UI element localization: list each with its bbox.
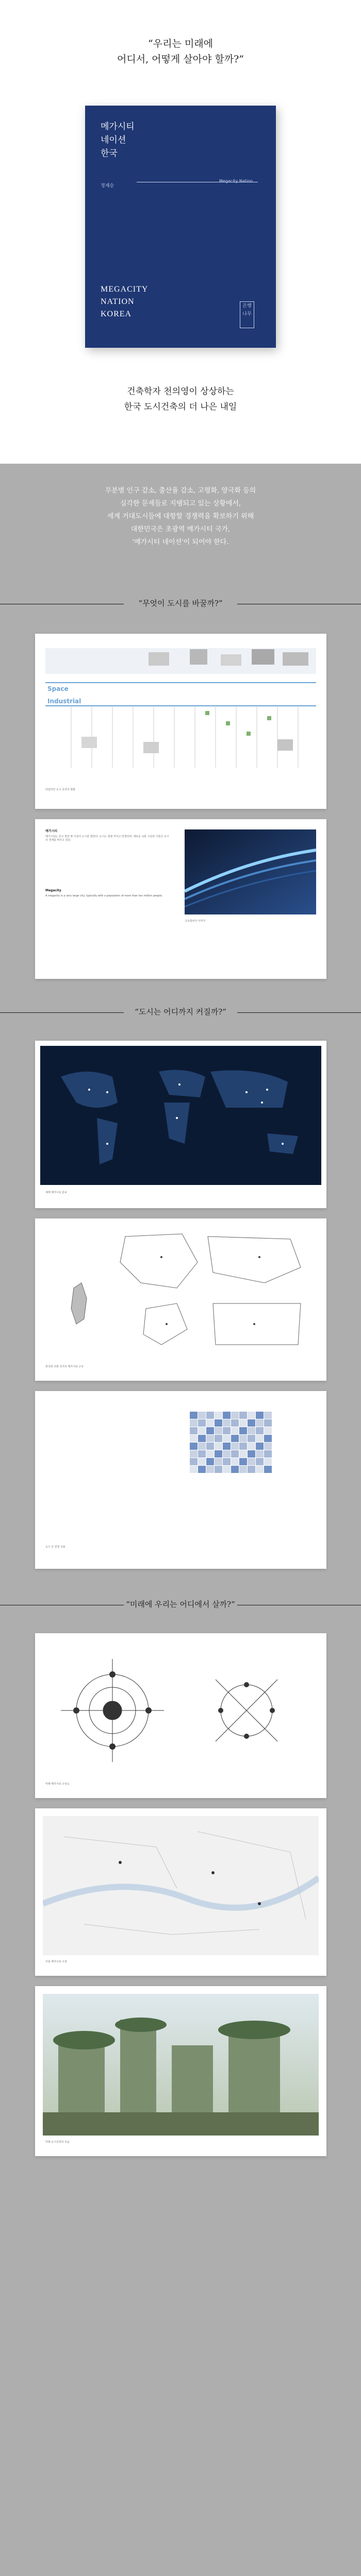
section-divider (0, 594, 361, 614)
heatmap-page (35, 1391, 326, 1569)
heatmap-cell (231, 1466, 239, 1473)
heatmap-cell (239, 1435, 247, 1442)
page-heading-en: Megacity (45, 889, 61, 892)
heatmap-cell (198, 1458, 206, 1465)
megacity-diagram (45, 1643, 316, 1777)
heatmap-caption: 도시 간 연결 지표 (45, 1546, 65, 1549)
hero-subtitle (0, 384, 361, 415)
heatmap-cell (256, 1466, 264, 1473)
heatmap-cell (190, 1427, 198, 1434)
book-title-line: 한국 (101, 148, 118, 159)
render-caption: 미래 도시건축의 모습 (45, 2141, 70, 2144)
heatmap-cell (256, 1435, 264, 1442)
page-body-en: A megacity is a very large city, typically with a population of more than ten million people. (45, 894, 163, 897)
heatmap-cell (264, 1427, 272, 1434)
heatmap-cell (231, 1427, 239, 1434)
heatmap-cell (231, 1412, 239, 1419)
heatmap-cell (239, 1412, 247, 1419)
heatmap-cell (206, 1466, 214, 1473)
train-caption: 고속열차의 이미지 (185, 920, 206, 923)
timeline-page (35, 634, 326, 809)
page-body: 메가시티는 인구 천만 명 이상의 도시를 말한다. 도시는 점점 커지고 연결되며, 새로운 교통 수단과 기술은 도시의 경계를 바꾸고 있다. (45, 835, 169, 842)
japan-map (143, 1303, 187, 1345)
heatmap-cell (215, 1450, 222, 1458)
heatmap-cell (239, 1458, 247, 1465)
heatmap-cell (223, 1466, 231, 1473)
heatmap-cells (190, 1412, 272, 1473)
heatmap-cell (264, 1443, 272, 1450)
aerial-page (35, 1808, 326, 1976)
heatmap-cell (190, 1412, 198, 1419)
diagram-page (35, 1633, 326, 1798)
timeline-columns (71, 706, 298, 768)
heatmap-cell (223, 1458, 231, 1465)
heatmap-cell (206, 1419, 214, 1427)
heatmap-cell (256, 1443, 264, 1450)
timeline-band (45, 648, 316, 674)
intro-line: 대한민국은 초광역 메가시티 국가, (130, 526, 231, 533)
intro-line: 세계 거대도시들에 대항할 경쟁력을 확보하기 위해 (107, 513, 254, 520)
heatmap-cell (248, 1412, 255, 1419)
section-label: “도시는 어디까지 커질까?” (135, 1007, 226, 1016)
heatmap-cell (256, 1450, 264, 1458)
heatmap-cell (248, 1443, 255, 1450)
heatmap-cell (264, 1458, 272, 1465)
book-title-line: 메가시티 (101, 122, 135, 132)
section-divider (0, 1595, 361, 1615)
heatmap-cell (190, 1419, 198, 1427)
maps-page (35, 1218, 326, 1381)
heatmap-cell (215, 1419, 222, 1427)
heatmap-cell (239, 1450, 247, 1458)
heatmap-cell (248, 1427, 255, 1434)
heatmap-cell (215, 1427, 222, 1434)
heatmap-cell (248, 1435, 255, 1442)
section-label: “무엇이 도시를 바꿀까?” (138, 599, 223, 608)
maps-caption: 한국과 주변 국가의 메가시티 구조 (45, 1365, 84, 1368)
city-render (43, 1994, 319, 2136)
world-map-page (35, 1041, 326, 1208)
book-en-line: KOREA (101, 310, 132, 318)
hero-question-line: 어디서, 어떻게 살아야 할까?” (117, 54, 244, 65)
heatmap-cell (231, 1450, 239, 1458)
heatmap-cell (231, 1419, 239, 1427)
heatmap-cell (264, 1435, 272, 1442)
heatmap-cell (198, 1466, 206, 1473)
heatmap-cell (231, 1443, 239, 1450)
network-diagram (216, 1680, 277, 1741)
heatmap-cell (190, 1458, 198, 1465)
section-label: “미래에 우리는 어디에서 살까?” (126, 1600, 235, 1609)
heatmap-cell (215, 1466, 222, 1473)
book-en-line: MEGACITY (101, 285, 149, 294)
train-image (185, 829, 316, 914)
timeline-caption: 타임라인 도시 공간의 변화 (45, 788, 75, 791)
heatmap-cell (206, 1412, 214, 1419)
korea-map (71, 1283, 87, 1324)
publisher-logo: 은행나무 (240, 301, 254, 328)
usa-map-2 (213, 1303, 301, 1345)
heatmap-cell (206, 1435, 214, 1442)
intro-line: 무분별 인구 감소, 출산율 감소, 고령화, 양극화 등의 (105, 487, 256, 495)
heatmap-cell (239, 1427, 247, 1434)
heatmap-cell (248, 1458, 255, 1465)
heatmap-cell (215, 1412, 222, 1419)
heatmap-cell (256, 1458, 264, 1465)
heatmap-cell (223, 1412, 231, 1419)
heatmap-cell (206, 1443, 214, 1450)
heatmap-cell (215, 1443, 222, 1450)
hero-question (0, 36, 361, 67)
book-en-title (101, 283, 148, 320)
region-maps (43, 1226, 319, 1360)
intro-text (0, 484, 361, 549)
heatmap-cell (215, 1435, 222, 1442)
heatmap-cell (223, 1427, 231, 1434)
heatmap-cell (256, 1419, 264, 1427)
heatmap-cell (190, 1435, 198, 1442)
heatmap-cell (264, 1419, 272, 1427)
page-heading: 메가시티 (45, 829, 58, 833)
heatmap-cell (206, 1450, 214, 1458)
heatmap-cell (223, 1450, 231, 1458)
heatmap-cell (198, 1412, 206, 1419)
heatmap-cell (239, 1466, 247, 1473)
hero-section (0, 0, 361, 464)
heatmap-cell (264, 1412, 272, 1419)
aerial-caption: 서울 메가시티 구상 (45, 1960, 67, 1963)
book-subtitle: Megacity Nation (219, 179, 253, 183)
book-title-line: 네이션 (101, 135, 126, 145)
world-map-caption: 세계 메가시티 분포 (45, 1191, 67, 1194)
china-map (120, 1234, 198, 1288)
heatmap-cell (198, 1450, 206, 1458)
book-title (101, 120, 135, 160)
timeline-graphic (35, 634, 326, 809)
heatmap-cell (256, 1412, 264, 1419)
heatmap-cell (239, 1419, 247, 1427)
heatmap-cell (198, 1443, 206, 1450)
book-cover (85, 106, 276, 348)
heatmap-cell (248, 1466, 255, 1473)
heatmap-grid (190, 1412, 272, 1473)
divider-line (237, 1012, 361, 1013)
book-en-line: NATION (101, 297, 135, 306)
heatmap-cell (223, 1435, 231, 1442)
heatmap-cell (264, 1450, 272, 1458)
heatmap-cell (206, 1458, 214, 1465)
world-map (40, 1046, 321, 1185)
heatmap-cell (190, 1443, 198, 1450)
heatmap-cell (198, 1427, 206, 1434)
usa-map (208, 1236, 301, 1283)
hero-subtitle-line: 건축학자 천의영이 상상하는 (127, 386, 234, 397)
heatmap-cell (198, 1419, 206, 1427)
intro-line: 심각한 문제들로 지탱되고 있는 상황에서, (120, 500, 241, 507)
heatmap-cell (248, 1419, 255, 1427)
heatmap-cell (223, 1419, 231, 1427)
render-page (35, 1986, 326, 2156)
heatmap-cell (223, 1443, 231, 1450)
text-image-page (35, 819, 326, 979)
heatmap-cell (239, 1443, 247, 1450)
diagram-caption: 미래 메가시티 구상도 (45, 1783, 70, 1786)
heatmap-cell (206, 1427, 214, 1434)
heatmap-cell (198, 1435, 206, 1442)
heatmap-cell (264, 1466, 272, 1473)
book-author: 정재승 (101, 183, 114, 189)
hero-subtitle-line: 한국 도시건축의 더 나은 내일 (124, 402, 237, 412)
content-section (0, 464, 361, 2576)
heatmap-cell (190, 1466, 198, 1473)
section-divider (0, 1002, 361, 1023)
timeline-label-space: Space (47, 685, 69, 692)
heatmap-cell (190, 1450, 198, 1458)
timeline-images (81, 737, 293, 753)
heatmap-cell (231, 1458, 239, 1465)
timeline-markers (205, 711, 271, 736)
intro-line: '메가시티 네이션'이 되어야 한다. (132, 538, 229, 546)
heatmap-cell (248, 1450, 255, 1458)
hero-question-line: “우리는 미래에 (148, 38, 213, 49)
timeline-label-industrial: Industrial (47, 698, 81, 705)
heatmap-cell (256, 1427, 264, 1434)
heatmap-cell (215, 1458, 222, 1465)
heatmap-cell (231, 1435, 239, 1442)
aerial-map (43, 1816, 319, 1955)
